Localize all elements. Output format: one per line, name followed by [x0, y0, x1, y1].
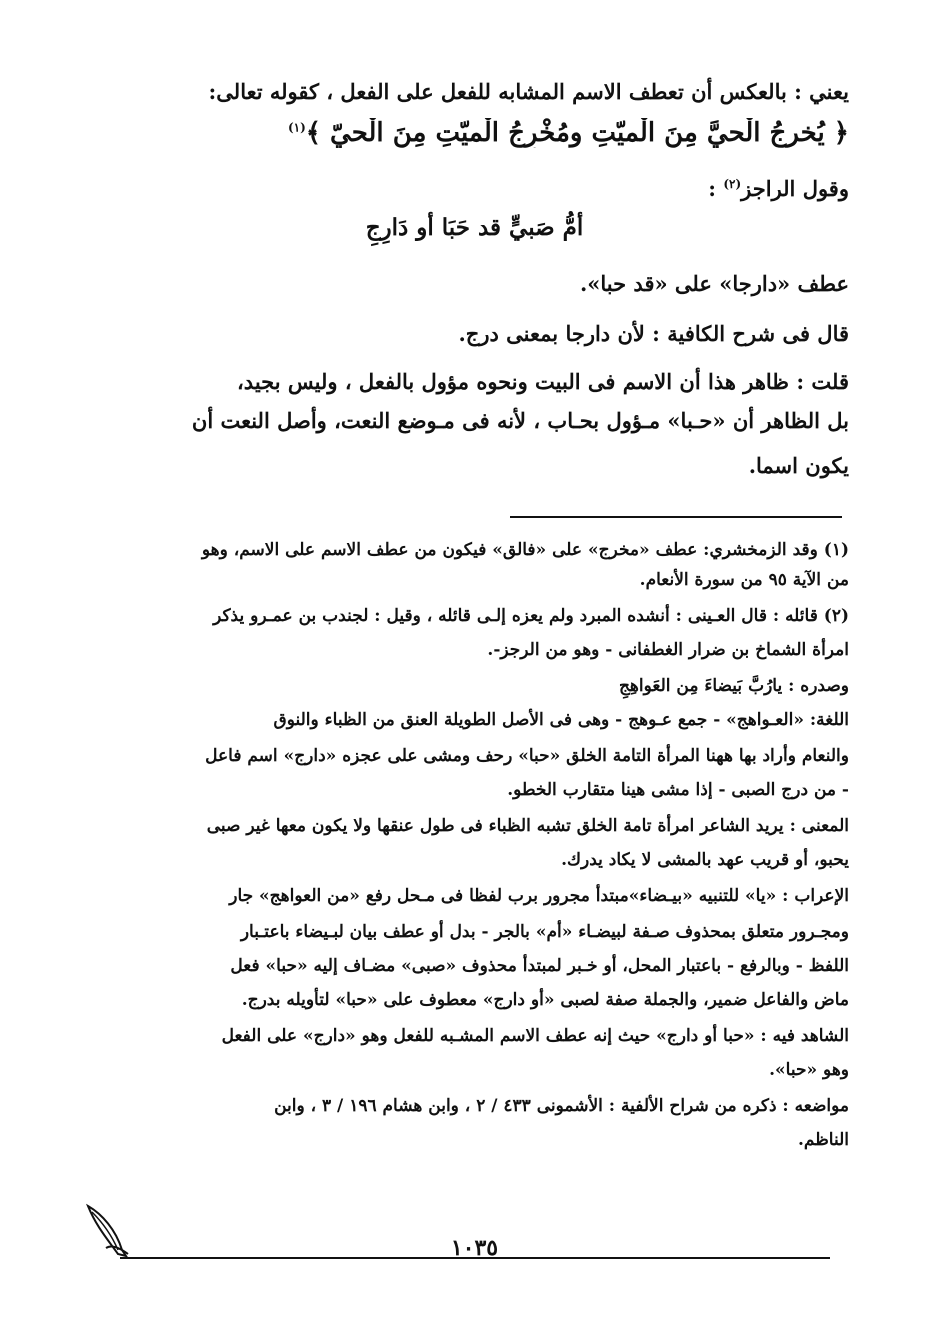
- footnote-line: المعنى : يريد الشاعر امرأة تامة الخلق تشبه الظباء فى طول عنقها ولا يكون معها غير صبى: [206, 816, 849, 836]
- atf-line: عطف «دارجا» على «قد حبا».: [579, 271, 849, 296]
- footnote-line: ومجـرور متعلق بمحذوف صـفة لبيضـاء «أم» بالجر - بدل أو عطف بيان لبـيضاء باعتـبار: [240, 922, 849, 942]
- footnote-line: مواضعه : ذكره من شراح الألفية : الأشمونى ٤٣٣ / ٢ ، وابن هشام ١٩٦ / ٣ ، وابن: [274, 1096, 849, 1116]
- quran-verse-text: ﴿ يُخرجُ الْحيَّ مِنَ الْميّتِ ومُخْرِجُ الْميّتِ مِنَ الْحيّ ﴾: [305, 118, 849, 148]
- footnote-separator: [510, 516, 842, 518]
- page-number: ١٠٣٥: [450, 1235, 499, 1261]
- footnote-line: اللغة: «العـواهج» - جمع عـوهج - وهى فى الأصل الطويلة العنق من الظباء والنوق: [273, 710, 849, 730]
- footnote-line: يحبو، أو قريب عهد بالمشى لا يكاد يدرك.: [561, 850, 849, 870]
- rajiz-intro: [95, 168, 849, 205]
- footnote-line: الإعراب : «يا» للتنبيه «بيـضاء»مبتدأ مجرور برب لفظا فى مـحل رفع «من العواهج» جار: [229, 886, 849, 906]
- footnote-line: الناظم.: [798, 1130, 849, 1150]
- kafiya-line: قال فى شرح الكافية : لأن دارجا بمعنى درج.: [458, 321, 849, 346]
- footnote-line: ماض والفاعل ضمير، والجملة صفة لصبى «أو دارج» معطوف على «حبا» لتأويله بدرج.: [241, 990, 849, 1010]
- footnote-line: (٢) قائله : قال العـينى : أنشده المبرد ولم يعزه إلـى قائله ، وقيل : لجندب بن عمـرو يذكر: [213, 606, 849, 626]
- rajiz-colon: :: [708, 176, 724, 201]
- qultu-line-2: بل الظاهر أن «حـبا» مـؤول بحـاب ، لأنه فى مـوضع النعت، وأصل النعت أن: [191, 408, 849, 433]
- poem-verse: أمُّ صَبيٍّ قد حَبَا أو دَارِجِ: [365, 214, 584, 241]
- qultu-line-3: يكون اسما.: [748, 453, 849, 478]
- text-line-1: يعني : بالعكس أن تعطف الاسم المشابه للفعل على الفعل ، كقوله تعالى:: [208, 79, 849, 104]
- verse-footnote-ref: (١): [287, 120, 306, 135]
- footnote-line: وهو «حبا».: [769, 1060, 849, 1080]
- rajiz-footnote-ref: (٢): [723, 177, 742, 191]
- qultu-line-1: قلت : ظاهر هذا أن الاسم فى البيت ونحوه مؤول بالفعل ، وليس بجيد،: [237, 369, 849, 394]
- footnote-line: امرأة الشماخ بن ضرار الغطفانى - وهو من الرجز-.: [487, 640, 849, 660]
- footnote-line: (١) وقد الزمخشري: عطف «مخرج» على «فالق» فيكون من عطف الاسم على الاسم، وهو: [201, 540, 849, 560]
- quran-verse: [95, 118, 849, 148]
- footnote-line: والنعام وأراد بها ههنا المرأة التامة الخلق «حبا» رحف ومشى على عجزه «دارج» اسم فاعل: [205, 746, 849, 766]
- footnote-line: الشاهد فيه : «حبا أو دارج» حيث إنه عطف الاسم المشـبه للفعل وهو «دارج» على الفعل: [221, 1026, 849, 1046]
- footnote-line: من الآية ٩٥ من سورة الأنعام.: [639, 570, 849, 590]
- rajiz-label: وقول الراجز: [741, 176, 849, 201]
- footnote-line: وصدره : يارُبَّ بَيضاءَ مِن العَواهِجِ: [618, 676, 849, 696]
- footnote-line: اللفظ - وبالرفع - باعتبار المحل، أو خـبر لمبتدأ محذوف «صبى» مضـاف إليه «حبا» فعل: [230, 956, 849, 976]
- footnote-line: - من درج الصبى - إذا مشى هينا متقارب الخطو.: [507, 780, 849, 800]
